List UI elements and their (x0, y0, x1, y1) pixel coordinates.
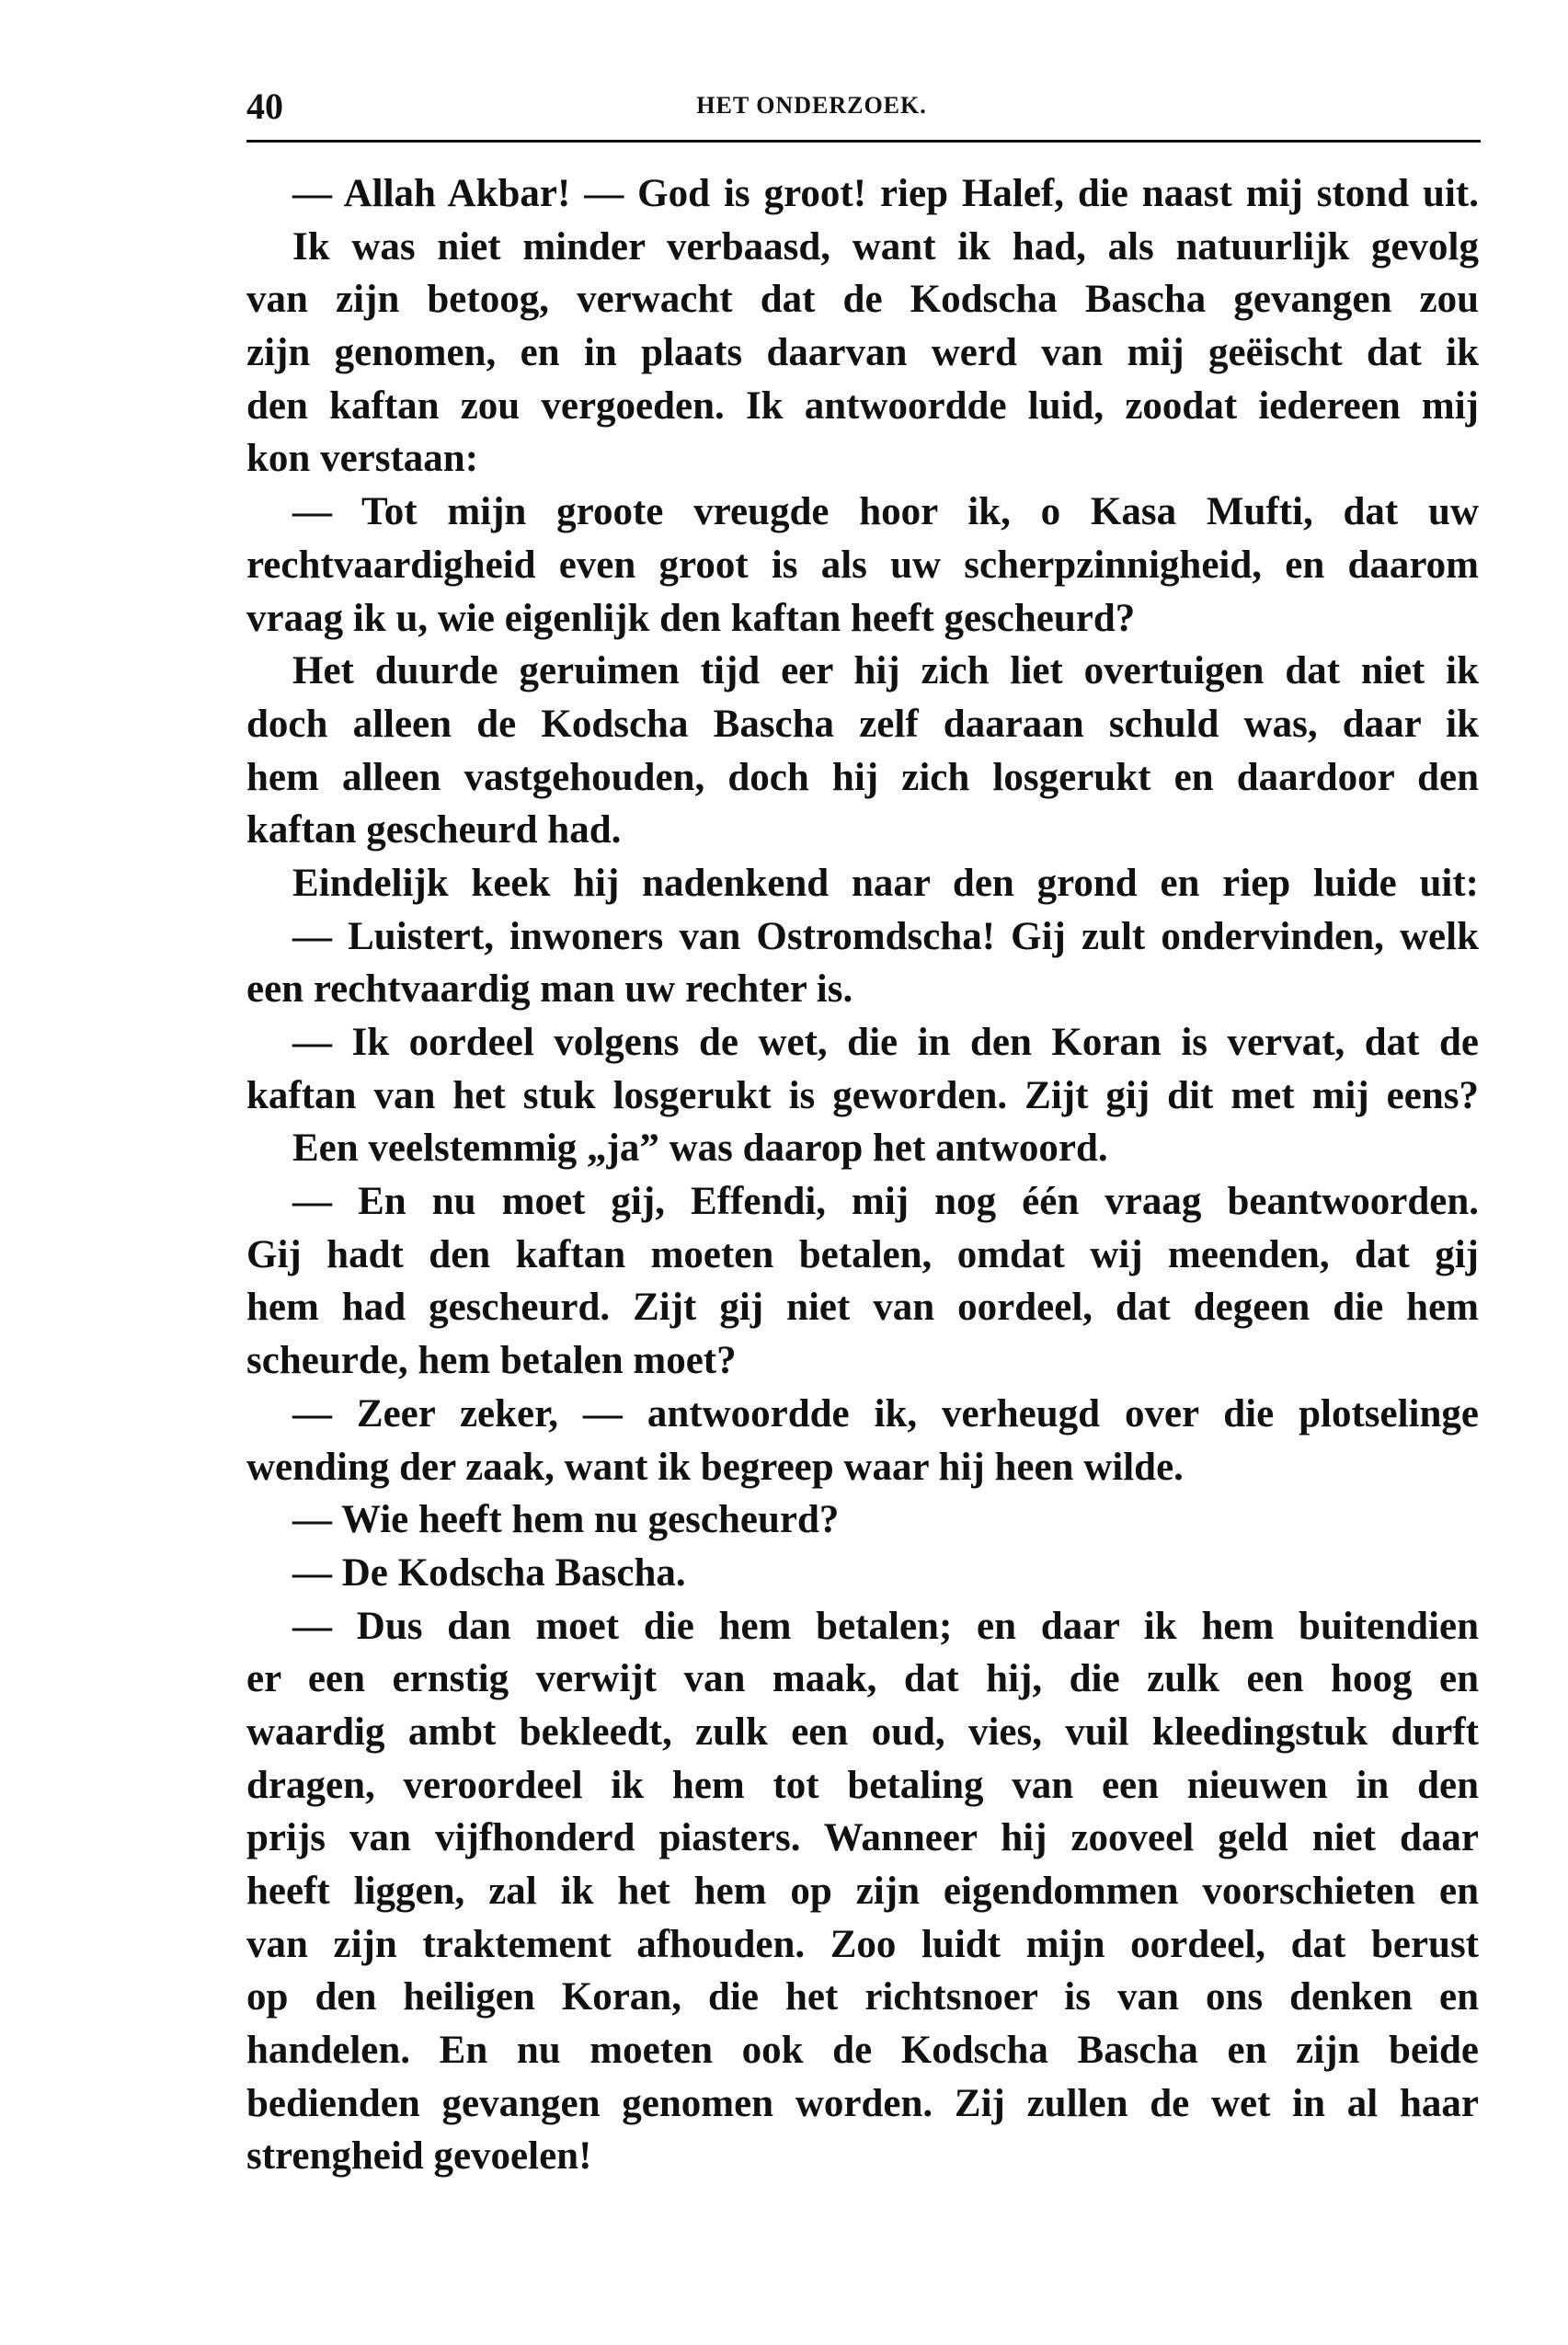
text-line: — Allah Akbar! — God is groot! riep Halef, die naast mij stond uit. (292, 172, 1479, 215)
text-line: hem alleen vastgehouden, doch hij zich losgerukt en daardoor den (246, 755, 1479, 799)
text-line: bedienden gevangen genomen worden. Zij zullen de wet in al haar (246, 2081, 1479, 2125)
text-line: handelen. En nu moeten ook de Kodscha Bascha en zijn beide (246, 2029, 1479, 2073)
header-rule (246, 140, 1481, 143)
text-line: kon verstaan: (246, 437, 479, 481)
text-line: doch alleen de Kodscha Bascha zelf daaraan schuld was, daar ik (246, 702, 1479, 746)
text-line: wending der zaak, want ik begreep waar hij heen wilde. (246, 1445, 1184, 1489)
text-line: — Luistert, inwoners van Ostromdscha! Gij zult ondervinden, welk (292, 914, 1479, 958)
text-line: rechtvaardigheid even groot is als uw scherpzinnigheid, en daarom (246, 543, 1479, 587)
text-line: kaftan gescheurd had. (246, 808, 622, 852)
page-number: 40 (246, 86, 283, 127)
text-line: van zijn betoog, verwacht dat de Kodscha Bascha gevangen zou (246, 278, 1479, 322)
text-line: heeft liggen, zal ik het hem op zijn eigendommen voorschieten en (246, 1870, 1479, 1913)
text-line: strengheid gevoelen! (246, 2134, 592, 2179)
text-line: — Dus dan moet die hem betalen; en daar ik hem buitendien (292, 1604, 1479, 1648)
text-line: zijn genomen, en in plaats daarvan werd van mij geëischt dat ik (246, 331, 1479, 375)
text-line: hem had gescheurd. Zijt gij niet van oordeel, dat degeen die hem (246, 1286, 1479, 1330)
text-line: — Wie heeft hem nu gescheurd? (292, 1498, 840, 1542)
text-line: scheurde, hem betalen moet? (246, 1339, 737, 1383)
text-line: van zijn traktement afhouden. Zoo luidt mijn oordeel, dat berust (246, 1922, 1479, 1966)
text-line: er een ernstig verwijt van maak, dat hij, die zulk een hoog en (246, 1657, 1479, 1701)
text-line: een rechtvaardig man uw rechter is. (246, 967, 853, 1012)
text-line: Gij hadt den kaftan moeten betalen, omdat wij meenden, dat gij (246, 1232, 1479, 1276)
text-line: — Zeer zeker, — antwoordde ik, verheugd over die plotselinge (292, 1391, 1479, 1436)
page-body (246, 167, 1479, 2183)
text-line: Het duurde geruimen tijd eer hij zich liet overtuigen dat niet ik (292, 649, 1479, 693)
text-line: — En nu moet gij, Effendi, mij nog één vraag beantwoorden. (292, 1180, 1479, 1224)
text-line: dragen, veroordeel ik hem tot betaling van een nieuwen in den (246, 1763, 1479, 1807)
text-line: prijs van vijfhonderd piasters. Wanneer hij zooveel geld niet daar (246, 1816, 1479, 1860)
text-line: Ik was niet minder verbaasd, want ik had, als natuurlijk gevolg (292, 224, 1479, 269)
text-line: vraag ik u, wie eigenlijk den kaftan heeft gescheurd? (246, 596, 1136, 640)
running-title: HET ONDERZOEK. (696, 92, 927, 119)
text-line: — Tot mijn groote vreugde hoor ik, o Kasa Mufti, dat uw (292, 490, 1479, 534)
text-line: Een veelstemmig „ja” was daarop het antwoord. (292, 1127, 1108, 1171)
text-line: kaftan van het stuk losgerukt is geworden. Zijt gij dit met mij eens? (246, 1073, 1479, 1117)
text-line: den kaftan zou vergoeden. Ik antwoordde luid, zoodat iedereen mij (246, 383, 1479, 428)
text-line: Eindelijk keek hij nadenkend naar den grond en riep luide uit: (292, 861, 1479, 905)
text-line: — Ik oordeel volgens de wet, die in den Koran is vervat, dat de (292, 1021, 1479, 1064)
text-line: waardig ambt bekleedt, zulk een oud, vies, vuil kleedingstuk durft (246, 1710, 1479, 1754)
text-line: — De Kodscha Bascha. (292, 1550, 686, 1595)
text-line: op den heiligen Koran, die het richtsnoer is van ons denken en (246, 1975, 1479, 2019)
